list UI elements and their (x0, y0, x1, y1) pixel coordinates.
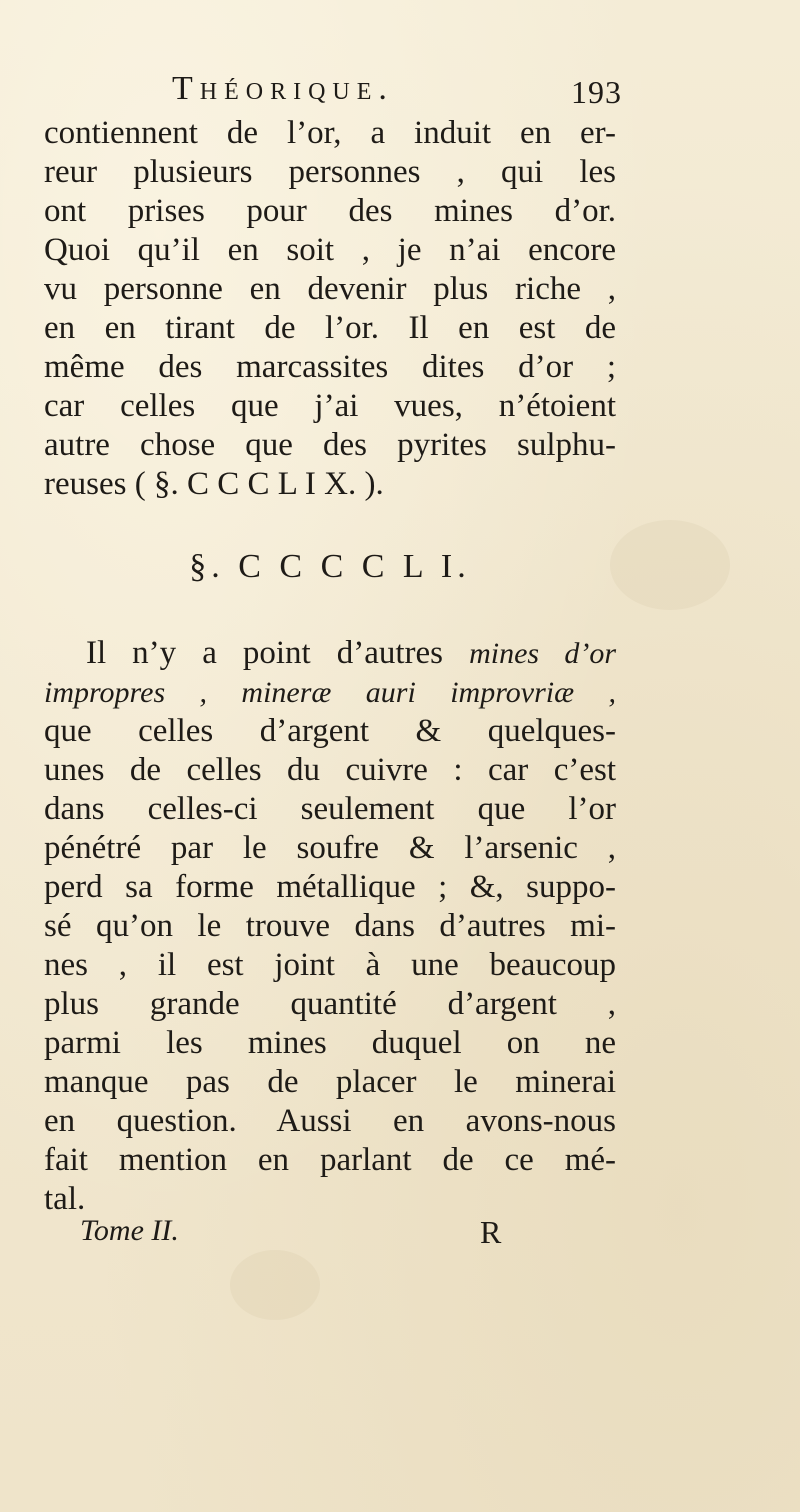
text-line: manque pas de placer le minerai (44, 1064, 616, 1100)
running-title: Théorique. (172, 70, 394, 107)
text-line (44, 634, 616, 673)
page-footer (80, 1214, 540, 1258)
section-heading: §. C C C C L I. (189, 548, 471, 585)
text-line: ont prises pour des mines d’or. (44, 193, 616, 229)
text-line: vu personne en devenir plus riche , (44, 271, 616, 307)
text-line: autre chose que des pyrites sulphu- (44, 427, 616, 463)
text-line: Quoi qu’il en soit , je n’ai encore (44, 232, 616, 268)
text-line: en question. Aussi en avons-nous (44, 1103, 616, 1139)
volume-label: Tome II. (80, 1214, 179, 1247)
text-line: perd sa forme métallique ; &, suppo- (44, 869, 616, 905)
text-line: sé qu’on le trouve dans d’autres mi- (44, 908, 616, 944)
text-line: pénétré par le soufre & l’arsenic , (44, 830, 616, 866)
text-line (44, 673, 616, 712)
text-line: contiennent de l’or, a induit en er- (44, 115, 616, 151)
italic-term: mines d’or (469, 637, 616, 670)
text-line: tal. (44, 1181, 86, 1217)
paragraph-1 (44, 114, 616, 504)
text-line: car celles que j’ai vues, n’étoient (44, 388, 616, 424)
text-line: unes de celles du cuivre : car c’est (44, 752, 616, 788)
text-line: dans celles-ci seulement que l’or (44, 791, 616, 827)
text-line: nes , il est joint à une beaucoup (44, 947, 616, 983)
text-line: que celles d’argent & quelques- (44, 713, 616, 749)
text-line: même des marcassites dites d’or ; (44, 349, 616, 385)
text-line: en en tirant de l’or. Il en est de (44, 310, 616, 346)
page-number: 193 (571, 74, 622, 110)
signature-mark: R (480, 1214, 502, 1250)
text-line: reur plusieurs personnes , qui les (44, 154, 616, 190)
italic-term: impropres , mineræ auri improvriæ , (44, 676, 616, 709)
text-line: fait mention en parlant de ce mé- (44, 1142, 616, 1178)
text-line: plus grande quantité d’argent , (44, 986, 616, 1022)
text-line: reuses ( §. C C C L I X. ). (44, 466, 384, 502)
text-run: Il n’y a point d’autres (86, 635, 444, 671)
paper-stain (230, 1250, 320, 1320)
paragraph-2 (44, 634, 616, 1219)
text-line: parmi les mines duquel on ne (44, 1025, 616, 1061)
